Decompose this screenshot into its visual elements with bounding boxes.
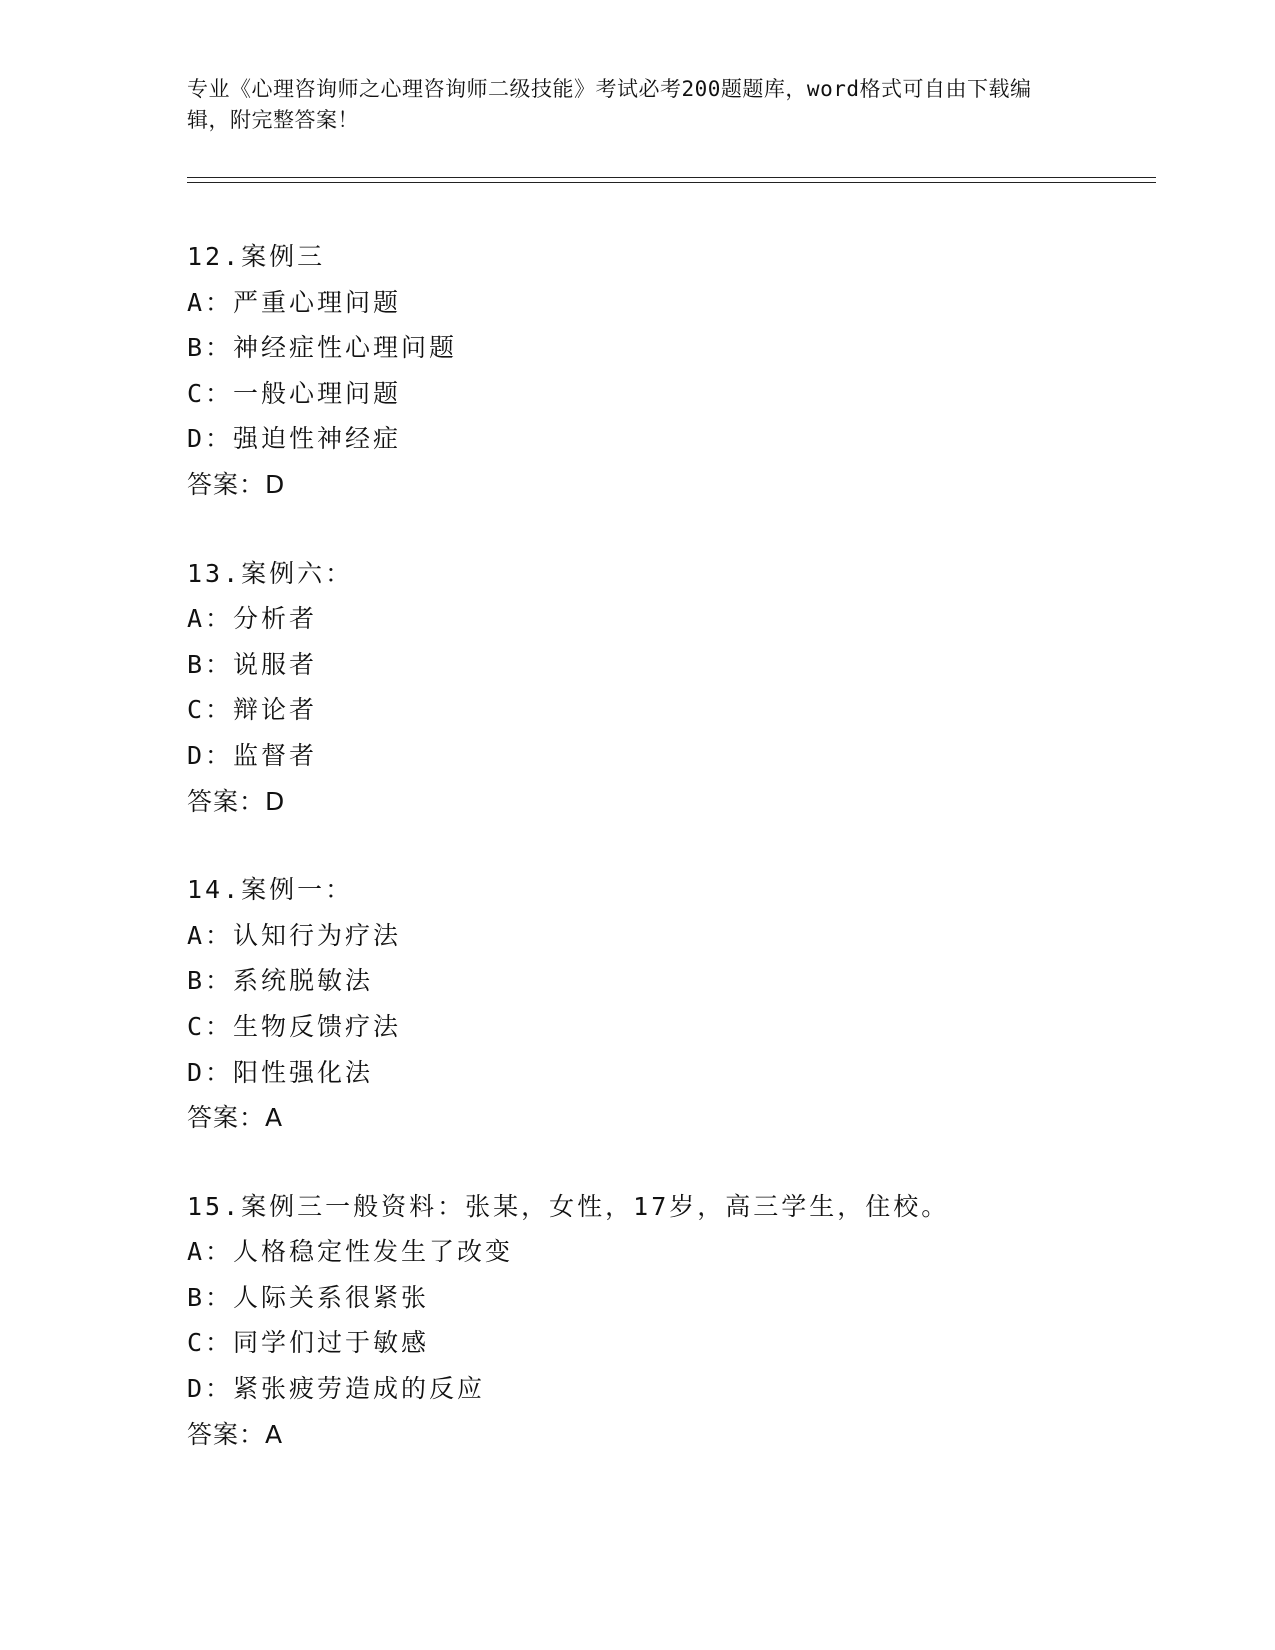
option-d: D：强迫性神经症 xyxy=(187,424,402,454)
question-list xyxy=(187,234,1167,1500)
answer-text: 答案：D xyxy=(187,786,286,816)
document-header: 专业《心理咨询师之心理咨询师二级技能》考试必考200题题库，word格式可自由下载编辑，附完整答案！ xyxy=(187,77,1032,132)
question-12 xyxy=(187,234,1167,508)
question-13 xyxy=(187,551,1167,825)
answer-text: 答案：D xyxy=(187,469,286,499)
option-b: B：说服者 xyxy=(187,649,318,679)
option-d: D：阳性强化法 xyxy=(187,1057,374,1087)
option-a: A：认知行为疗法 xyxy=(187,920,402,950)
option-a: A：严重心理问题 xyxy=(187,287,402,317)
option-d: D：紧张疲劳造成的反应 xyxy=(187,1374,486,1404)
option-c: C：辩论者 xyxy=(187,695,318,725)
header-divider-top xyxy=(187,177,1156,178)
answer-text: 答案：A xyxy=(187,1419,284,1449)
question-15 xyxy=(187,1184,1167,1458)
question-stem: 14.案例一： xyxy=(187,875,354,905)
question-stem: 12.案例三 xyxy=(187,242,326,271)
option-c: C：生物反馈疗法 xyxy=(187,1011,402,1041)
header-divider-bottom xyxy=(187,182,1156,183)
option-c: C：同学们过于敏感 xyxy=(187,1328,430,1358)
question-stem: 15.案例三一般资料：张某，女性，17岁，高三学生，住校。 xyxy=(187,1191,950,1221)
option-d: D：监督者 xyxy=(187,740,318,770)
option-b: B：系统脱敏法 xyxy=(187,966,374,996)
question-14 xyxy=(187,867,1167,1141)
question-stem: 13.案例六： xyxy=(187,558,354,588)
option-a: A：分析者 xyxy=(187,604,318,634)
answer-text: 答案：A xyxy=(187,1103,284,1133)
option-b: B：人际关系很紧张 xyxy=(187,1282,430,1312)
option-b: B：神经症性心理问题 xyxy=(187,333,458,363)
option-a: A：人格稳定性发生了改变 xyxy=(187,1237,514,1267)
option-c: C：一般心理问题 xyxy=(187,378,402,408)
